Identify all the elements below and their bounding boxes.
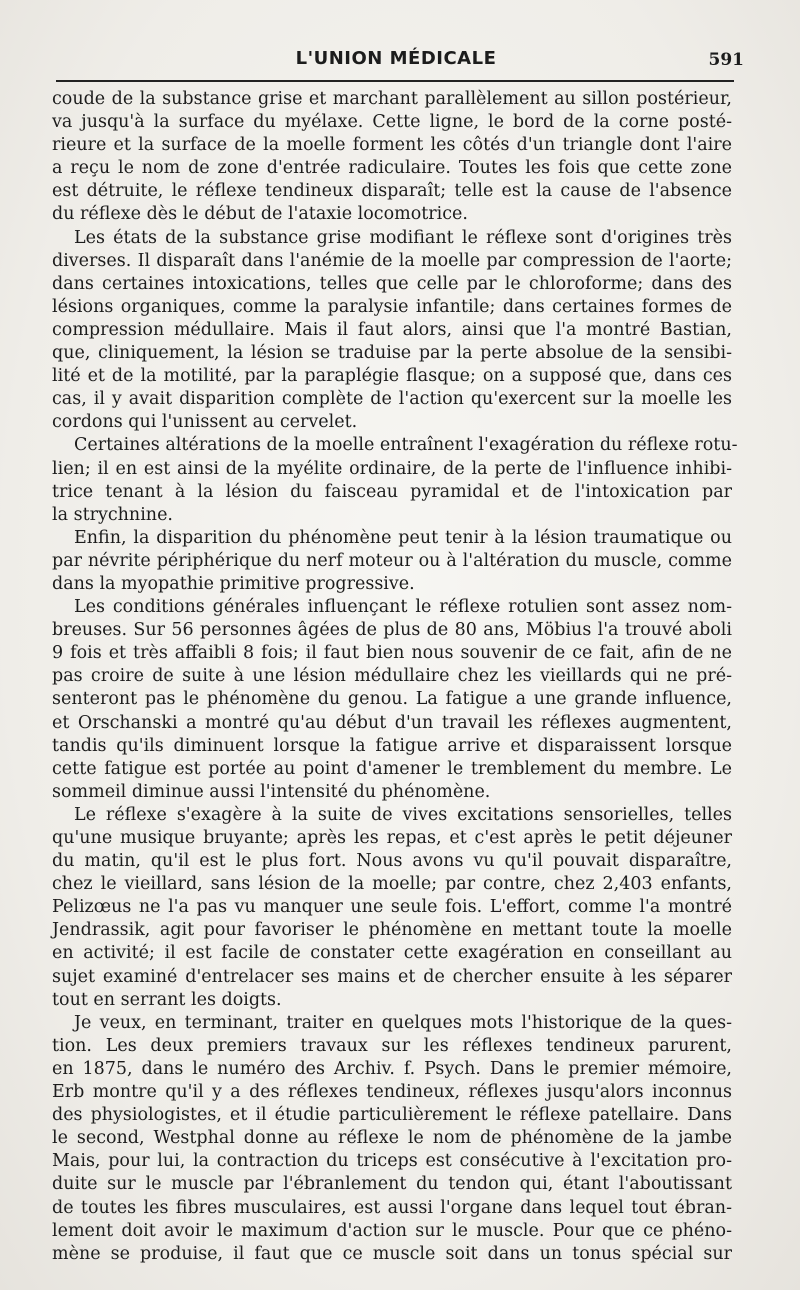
header-rule — [56, 80, 734, 82]
text-line: diverses. Il disparaît dans l'anémie de la moelle par compression de l'aorte; — [52, 250, 732, 271]
text-line: cas, il y avait disparition complète de l'action qu'exercent sur la moelle les — [52, 389, 732, 410]
text-line: du réflexe dès le début de l'ataxie locomotrice. — [52, 204, 468, 225]
text-line: compression médullaire. Mais il faut alors, ainsi que l'a montré Bastian, — [52, 319, 732, 340]
text-line: lien; il en est ainsi de la myélite ordinaire, de la perte de l'influence inhibi- — [52, 458, 732, 479]
text-line: 9 fois et très affaibli 8 fois; il faut bien nous souvenir de ce fait, afin de ne — [52, 643, 732, 664]
text-line: trice tenant à la lésion du faisceau pyramidal et de l'intoxication par — [52, 481, 732, 502]
text-line: et Orschanski a montré qu'au début d'un travail les réflexes augmentent, — [52, 712, 732, 733]
text-line: du matin, qu'il est le plus fort. Nous avons vu qu'il pouvait disparaître, — [52, 851, 732, 872]
text-line: mène se produise, il faut que ce muscle soit dans un tonus spécial sur — [52, 1243, 732, 1264]
text-line: lité et de la motilité, par la paraplégie flasque; on a supposé que, dans ces — [52, 366, 732, 387]
text-line: tout en serrant les doigts. — [52, 989, 282, 1010]
paragraph — [52, 434, 738, 526]
text-line: sommeil diminue aussi l'intensité du phénomène. — [52, 781, 491, 802]
body-text — [52, 88, 738, 1266]
running-title: L'UNION MÉDICALE — [295, 48, 497, 69]
text-line: en 1875, dans le numéro des Archiv. f. Psych. Dans le premier mémoire, — [52, 1058, 732, 1079]
text-line: est détruite, le réflexe tendineux disparaît; telle est la cause de l'absence — [52, 181, 732, 202]
text-line: duite sur le muscle par l'ébranlement du tendon qui, étant l'aboutissant — [52, 1174, 732, 1195]
text-line: lésions organiques, comme la paralysie infantile; dans certaines formes de — [52, 296, 732, 317]
paragraph — [52, 227, 732, 435]
text-line: tion. Les deux premiers travaux sur les réflexes tendineux parurent, — [52, 1035, 732, 1056]
text-line: tandis qu'ils diminuent lorsque la fatigue arrive et disparaissent lorsque — [52, 735, 732, 756]
text-line: senteront pas le phénomène du genou. La fatigue a une grande influence, — [52, 689, 732, 710]
text-line: rieure et la surface de la moelle forment les côtés d'un triangle dont l'aire — [52, 135, 732, 156]
text-line: Je veux, en terminant, traiter en quelques mots l'historique de la ques- — [74, 1012, 732, 1033]
text-line: Certaines altérations de la moelle entraînent l'exagération du réflexe rotu- — [74, 435, 738, 456]
paragraph — [52, 88, 732, 227]
text-line: pas croire de suite à une lésion médullaire chez les vieillards qui ne pré- — [52, 666, 732, 687]
text-line: sujet examiné d'entrelacer ses mains et de chercher ensuite à les séparer — [52, 966, 732, 987]
text-line: Les états de la substance grise modifiant le réflexe sont d'origines très — [74, 227, 732, 248]
paragraph — [52, 1012, 732, 1266]
text-line: breuses. Sur 56 personnes âgées de plus de 80 ans, Möbius l'a trouvé aboli — [52, 620, 732, 641]
paragraph — [52, 527, 732, 596]
text-line: chez le vieillard, sans lésion de la moelle; par contre, chez 2,403 enfants, — [52, 874, 732, 895]
text-line: cette fatigue est portée au point d'amener le tremblement du membre. Le — [52, 758, 732, 779]
text-line: va jusqu'à la surface du myélaxe. Cette ligne, le bord de la corne posté- — [52, 112, 732, 133]
text-line: cordons qui l'unissent au cervelet. — [52, 412, 358, 433]
text-line: lement doit avoir le maximum d'action sur le muscle. Pour que ce phéno- — [52, 1220, 732, 1241]
page-number: 591 — [708, 50, 744, 70]
text-line: dans la myopathie primitive progressive. — [52, 573, 415, 594]
text-line: Les conditions générales influençant le réflexe rotulien sont assez nom- — [74, 597, 732, 618]
text-line: Pelizœus ne l'a pas vu manquer une seule fois. L'effort, comme l'a montré — [52, 897, 732, 918]
text-line: que, cliniquement, la lésion se traduise par la perte absolue de la sensibi- — [52, 343, 732, 364]
text-line: Enfin, la disparition du phénomène peut tenir à la lésion traumatique ou — [74, 527, 732, 548]
page-header — [56, 44, 744, 74]
text-line: Erb montre qu'il y a des réflexes tendineux, réflexes jusqu'alors inconnus — [52, 1082, 732, 1103]
paragraph — [52, 596, 732, 804]
text-line: Mais, pour lui, la contraction du triceps est consécutive à l'excitation pro- — [52, 1151, 732, 1172]
text-line: dans certaines intoxications, telles que celle par le chloroforme; dans des — [52, 273, 732, 294]
text-line: des physiologistes, et il étudie particulièrement le réflexe patellaire. Dans — [52, 1105, 732, 1126]
text-line: coude de la substance grise et marchant parallèlement au sillon postérieur, — [52, 89, 732, 109]
paragraph — [52, 804, 732, 1012]
text-line: a reçu le nom de zone d'entrée radiculaire. Toutes les fois que cette zone — [52, 158, 732, 179]
text-line: Le réflexe s'exagère à la suite de vives excitations sensorielles, telles — [74, 804, 732, 825]
text-line: le second, Westphal donne au réflexe le nom de phénomène de la jambe — [52, 1128, 732, 1149]
text-line: de toutes les fibres musculaires, est aussi l'organe dans lequel tout ébran- — [52, 1197, 732, 1218]
text-line: par névrite périphérique du nerf moteur ou à l'altération du muscle, comme — [52, 550, 732, 571]
text-line: qu'une musique bruyante; après les repas, et c'est après le petit déjeuner — [52, 828, 732, 848]
text-line: en activité; il est facile de constater cette exagération en conseillant au — [52, 943, 732, 964]
text-line: la strychnine. — [52, 504, 173, 525]
text-line: Jendrassik, agit pour favoriser le phénomène en mettant toute la moelle — [52, 920, 732, 941]
